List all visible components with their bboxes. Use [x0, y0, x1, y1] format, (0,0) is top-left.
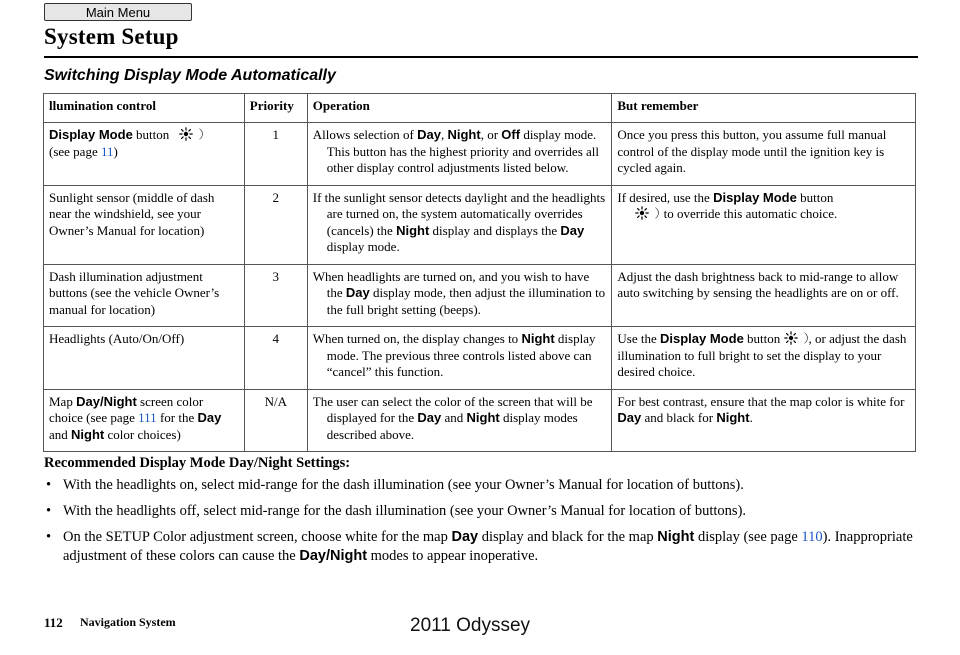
- text: ,: [440, 127, 448, 142]
- text: display mode. This button has the highest priority and overrides all other display control adjustments listed below.: [326, 127, 599, 175]
- table-row: [44, 123, 916, 186]
- day-label: Day: [197, 410, 222, 425]
- table-header-row: [44, 94, 916, 123]
- night-label: Night: [396, 222, 430, 238]
- cell-operation: [307, 327, 612, 390]
- night-label: Night: [103, 393, 137, 409]
- table-row: [44, 389, 916, 452]
- text: display (see page: [694, 529, 802, 545]
- text: When headlights are turned on, and you wish to have the: [312, 268, 590, 300]
- night-label: Night: [716, 410, 750, 425]
- watermark: 2011 Odyssey: [410, 615, 531, 636]
- cell-priority: 1: [244, 123, 307, 186]
- table-row: [44, 185, 916, 264]
- cell-control: Headlights (Auto/On/Off): [44, 327, 245, 390]
- day-night-label: Day/Night: [299, 548, 368, 564]
- header-operation: Operation: [307, 94, 612, 123]
- page-link-11[interactable]: 11: [100, 143, 114, 159]
- text: button: [796, 189, 834, 205]
- table-row: [44, 327, 916, 390]
- display-mode-label: Display Mode: [713, 189, 797, 205]
- display-mode-label: Display Mode: [660, 331, 744, 346]
- page-link-111[interactable]: 111: [138, 410, 157, 425]
- cell-operation: [307, 123, 612, 186]
- text: button: [743, 331, 784, 346]
- header-control: llumination control: [44, 94, 245, 123]
- night-label: Night: [466, 410, 500, 425]
- cell-control: [44, 389, 245, 452]
- day-label: Day: [417, 410, 442, 425]
- day-label: Day: [560, 222, 585, 238]
- text: for the: [156, 410, 198, 425]
- day-label: Day: [617, 410, 642, 425]
- night-label: Night: [71, 426, 105, 442]
- recommendations-list: [44, 476, 916, 573]
- button-word: button: [132, 127, 170, 142]
- day-label: Day: [76, 393, 100, 409]
- sun-moon-icon: [635, 206, 660, 220]
- text: and black for: [641, 410, 717, 425]
- list-item: [44, 528, 916, 566]
- sun-moon-icon: [784, 331, 809, 345]
- day-label: Day: [451, 529, 479, 545]
- cell-operation: [307, 389, 612, 452]
- cell-priority: 2: [244, 185, 307, 264]
- slash: /: [99, 393, 104, 409]
- page-number: 112: [44, 615, 63, 630]
- text: When turned on, the display changes to: [312, 331, 522, 346]
- text: On the SETUP Color adjustment screen, choose white for the map: [63, 529, 452, 545]
- text: , or adjust the dash illumination to full bright to set the display to your desired choice.: [617, 331, 907, 379]
- cell-remember: [612, 185, 916, 264]
- cell-control: [44, 123, 245, 186]
- header-remember: But remember: [612, 94, 916, 123]
- illumination-table: [43, 93, 916, 452]
- display-mode-label: Display Mode: [49, 127, 133, 142]
- day-label: Day: [345, 285, 370, 300]
- text: display mode, then adjust the illumination to the full bright setting (beeps).: [326, 285, 606, 317]
- text: display modes described above.: [326, 410, 578, 442]
- cell-operation: [307, 264, 612, 327]
- text: Allows selection of: [312, 127, 418, 142]
- text: and: [49, 426, 72, 442]
- footer-label: Navigation System: [80, 615, 176, 629]
- text: modes to appear inoperative.: [367, 548, 539, 564]
- cell-remember: [612, 327, 916, 390]
- table-row: [44, 264, 916, 327]
- cell-priority: N/A: [244, 389, 307, 452]
- text: , or: [480, 127, 502, 142]
- paren-close: ): [113, 143, 118, 159]
- text: For best contrast, ensure that the map color is white for: [617, 393, 905, 409]
- sun-moon-icon: [179, 127, 204, 141]
- header-priority: Priority: [244, 94, 307, 123]
- main-menu-button[interactable]: Main Menu: [44, 3, 192, 21]
- text: display mode.: [326, 239, 400, 254]
- night-label: Night: [657, 529, 695, 545]
- text: .: [749, 410, 753, 425]
- text: ). Inappropriate adjustment of these colors can cause the: [63, 529, 913, 564]
- cell-remember: Adjust the dash brightness back to mid-range to allow auto switching by sensing the headlights are on or off.: [612, 264, 916, 327]
- cell-priority: 3: [244, 264, 307, 327]
- text: screen color choice (see page: [49, 393, 204, 425]
- page-title: System Setup: [44, 24, 179, 49]
- text: If the sunlight sensor detects daylight and the headlights are turned on, the system automatically overrides (cancels) the: [312, 189, 606, 238]
- text: display mode. The previous three controls listed above can “cancel” this function.: [326, 331, 596, 379]
- text: Use the: [617, 331, 660, 346]
- night-label: Night: [521, 331, 555, 346]
- section-heading: Switching Display Mode Automatically: [44, 67, 336, 84]
- text: color choices): [104, 426, 181, 442]
- cell-operation: [307, 185, 612, 264]
- cell-control: Sunlight sensor (middle of dash near the windshield, see your Owner’s Manual for location): [44, 185, 245, 264]
- text: If desired, use the: [617, 189, 714, 205]
- night-label: Night: [447, 127, 481, 142]
- list-item: • With the headlights on, select mid-range for the dash illumination (see your Owner’s Manual for location of buttons).: [44, 476, 916, 495]
- day-label: Day: [417, 127, 441, 142]
- title-divider: [44, 56, 918, 58]
- cell-priority: 4: [244, 327, 307, 390]
- text: to override this automatic choice.: [660, 206, 838, 221]
- text: and: [441, 410, 467, 425]
- page-link-110[interactable]: 110: [801, 529, 823, 545]
- off-label: Off: [501, 127, 521, 142]
- cell-remember: [612, 389, 916, 452]
- text: The user can select the color of the screen that will be displayed for the: [312, 393, 593, 425]
- text: Map: [49, 393, 77, 409]
- text: display and black for the map: [478, 529, 658, 545]
- cell-remember: Once you press this button, you assume full manual control of the display mode until the ignition key is cycled again.: [612, 123, 916, 186]
- text: display and displays the: [429, 222, 561, 238]
- cell-control: Dash illumination adjustment buttons (see the vehicle Owner’s manual for location): [44, 264, 245, 327]
- see-page-text: (see page: [49, 143, 101, 159]
- recommendations-heading: Recommended Display Mode Day/Night Settings:: [44, 455, 351, 471]
- list-item: • With the headlights off, select mid-range for the dash illumination (see your Owner’s Manual for location of buttons).: [44, 502, 916, 521]
